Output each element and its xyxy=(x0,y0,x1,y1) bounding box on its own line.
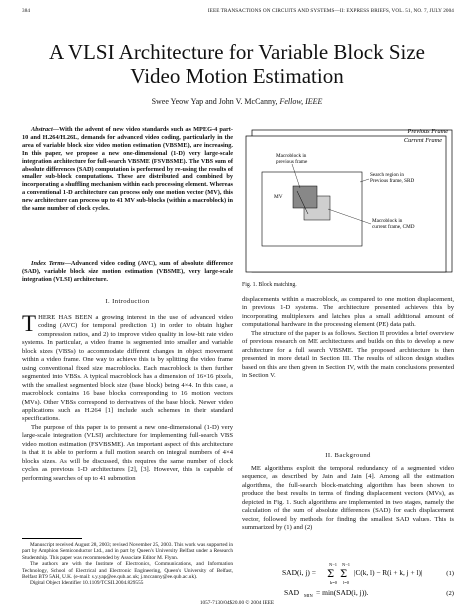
index-terms xyxy=(22,260,233,284)
eq1-sum2-upper: N−1 xyxy=(342,562,351,567)
footnote-manuscript: Manuscript received August 28, 2003; revised November 25, 2003. This work was supported in part by Amphion Semiconductor Ltd., and in part by Queen's University Belfast under a Research Studentship. This paper was recommended by Associate Editor M. Flynn. xyxy=(22,542,233,561)
figure-caption: Fig. 1. Block matching. xyxy=(242,282,297,288)
abstract-text: With the advent of new video standards such as MPEG-4 part-10 and H.264/H.26L, demands for advanced video coding, particularly in the area of variable block size video motion estimation (VBSME), are increasing. In this paper, we propose a new one-dimensional (1-D) very large-scale integration architecture for full-search VBSME (FSVBSME). The VBS sum of absolute differences (SAD) computation is performed by re-using the results of smaller sub-block computations. These are distributed and combined by incorporating a shuffling mechanism within each processing element. Whereas a conventional 1-D architecture can process only one motion vector (MV), this new architecture can process up to 41 MV sub-blocks (within a macroblock) in the same number of clock cycles. xyxy=(22,126,233,213)
author-fellow: Fellow, IEEE xyxy=(279,97,323,106)
title-line-2: Video Motion Estimation xyxy=(130,64,344,88)
footnote-doi: Digital Object Identifier 10.1109/TCSII.2004.829555 xyxy=(30,580,144,587)
eq1-sum2-symbol: Σ xyxy=(340,569,348,580)
eq1-lhs: SAD(i, j) = xyxy=(282,568,317,577)
eq1-sum1-lower: k=0 xyxy=(330,580,338,585)
paper-title xyxy=(0,40,474,88)
background-body xyxy=(242,465,454,533)
right-column-text xyxy=(242,296,454,381)
section-heading-background: II. Background xyxy=(325,452,371,459)
running-header xyxy=(22,8,454,18)
intro-body xyxy=(22,311,233,483)
eq2-sub: MIN xyxy=(304,593,313,598)
figure-block-matching xyxy=(242,124,454,274)
eq1-sum1-symbol: Σ xyxy=(327,569,335,580)
abstract-label: Abstract— xyxy=(31,126,59,133)
eq1-number: (1) xyxy=(446,570,454,577)
eq1-sum1-upper: N−1 xyxy=(329,562,338,567)
authors xyxy=(0,97,474,106)
footnote-rule xyxy=(22,538,82,539)
footnote xyxy=(22,542,233,587)
eq2-number: (2) xyxy=(446,590,454,597)
intro-p1-text: HERE HAS BEEN a growing interest in the use of advanced video coding (AVC) for temporal prediction 1) in order to obtain higher compression ratios, and 2) to improve video quality in low-bit rate video systems. In particular, a video frame is segmented into smaller and variable block sizes (VBSs) to accommodate different changes in object movement within a video frame. One way to achieve this is by splitting the video frame using conventional fixed size macroblocks. Each macroblock is then further segmented into VBSs. A typical macroblock has a dimension of 16×16 pixels, with the smallest segmented block size (base block) being 4×4. In this case, a macroblock contains 16 base blocks corresponding to 16 motion vectors (MVs). Other VBSs correspond to derivatives of the base block. Newer video applications such as H.264 [1] include such schemes in their standard specifications. xyxy=(22,314,233,423)
intro-paragraph-2: The purpose of this paper is to present a new one-dimensional (1-D) very large-scale integration (VLSI) architecture for implementing full-search VBS video motion estimation (FSVBSME). An important aspect of this architecture is that it is able to perform a full motion search on integral numbers of 4×4 blocks sizes. As will be discussed, this requires the same number of clock cycles as previous 1-D architectures [2], [3]. However, this is capable of performing searches of up to 41 submotion xyxy=(22,423,233,482)
eq1-body: |C(k, l) − R(i + k, j + l)| xyxy=(354,568,423,577)
eq2-rhs: = min(SAD(i, j)). xyxy=(316,588,369,597)
abstract xyxy=(22,126,233,213)
eq1-sum2-lower: l=0 xyxy=(343,580,350,585)
previous-frame-label: Previous Frame xyxy=(407,128,448,135)
index-terms-label: Index Terms— xyxy=(31,260,71,267)
title-line-1: A VLSI Architecture for Variable Block Size xyxy=(49,40,425,64)
section-heading-intro: I. Introduction xyxy=(105,298,150,305)
equation-1 xyxy=(242,561,454,585)
footnote-affiliation: The authors are with the Institute of Electronics, Communications, and Information Technology, School of Electrical and Electronic Engineering, Queen's University of Belfast, Belfast BT9 5AH, U.K. (e-mail: s.y.yap@ee.qub.ac.uk; j.mccanny@ee.qub.ac.uk). xyxy=(22,561,233,581)
author-names: Swee Yeow Yap and John V. McCanny, xyxy=(151,97,280,106)
copyright-line: 1057-7130/04$20.00 © 2004 IEEE xyxy=(199,600,275,606)
drop-cap: T xyxy=(22,311,37,336)
equation-2 xyxy=(242,586,454,598)
journal-title: IEEE TRANSACTIONS ON CIRCUITS AND SYSTEMS—II: EXPRESS BRIEFS, VOL. 51, NO. 7, JULY 2004 xyxy=(207,8,454,14)
right-paragraph-2: The structure of the paper is as follows. Section II provides a brief overview of previous research on ME architectures and builds on this to develop a new architecture for a full search VBSME. The proposed architecture is then presented in more detail in Section III. The results of silicon design studies based on this are then given in Section IV, with the main conclusions presented in Section V. xyxy=(242,329,454,380)
macroblock-current-label: Macroblock in current frame, CMD xyxy=(372,218,415,230)
search-region-label: Search region in Previous frame, SRD xyxy=(370,172,415,184)
mv-label: MV xyxy=(274,194,283,200)
page-number: 384 xyxy=(22,8,31,14)
intro-paragraph-1 xyxy=(22,311,233,424)
background-paragraph-1: ME algorithms exploit the temporal redundancy of a segmented video sequence, as described by Jain and Jain [4]. Among all the estimation algorithms, the full-search block-matching algorithm has been shown to produce the best results in terms of finding displacement vectors (MVs), as depicted in Fig. 1. Such algorithms are implemented in two stages, namely the calculation of the sum of absolute differences (SAD) for each displacement vector, followed by methods for finding the smallest SAD values. This is summarized by (1) and (2) xyxy=(242,465,454,532)
index-terms-text: Advanced video coding (AVC), sum of absolute difference (SAD), variable block size motion estimation (VBSME), very large-scale integration (VLSI) architecture. xyxy=(22,260,234,283)
previous-macroblock xyxy=(293,186,317,208)
macroblock-previous-label: Macroblock in previous frame xyxy=(276,153,308,165)
eq2-lhs: SAD xyxy=(284,588,300,597)
current-frame-label: Current Frame xyxy=(403,137,442,144)
right-paragraph-1: displacements within a macroblock, as compared to one motion displacement, in previous 1-D systems. The architecture presented achieves this by incorporating multiplexers and latches plus a small additional amount of computational hardware in the processing element (PE) data path. xyxy=(242,296,454,329)
